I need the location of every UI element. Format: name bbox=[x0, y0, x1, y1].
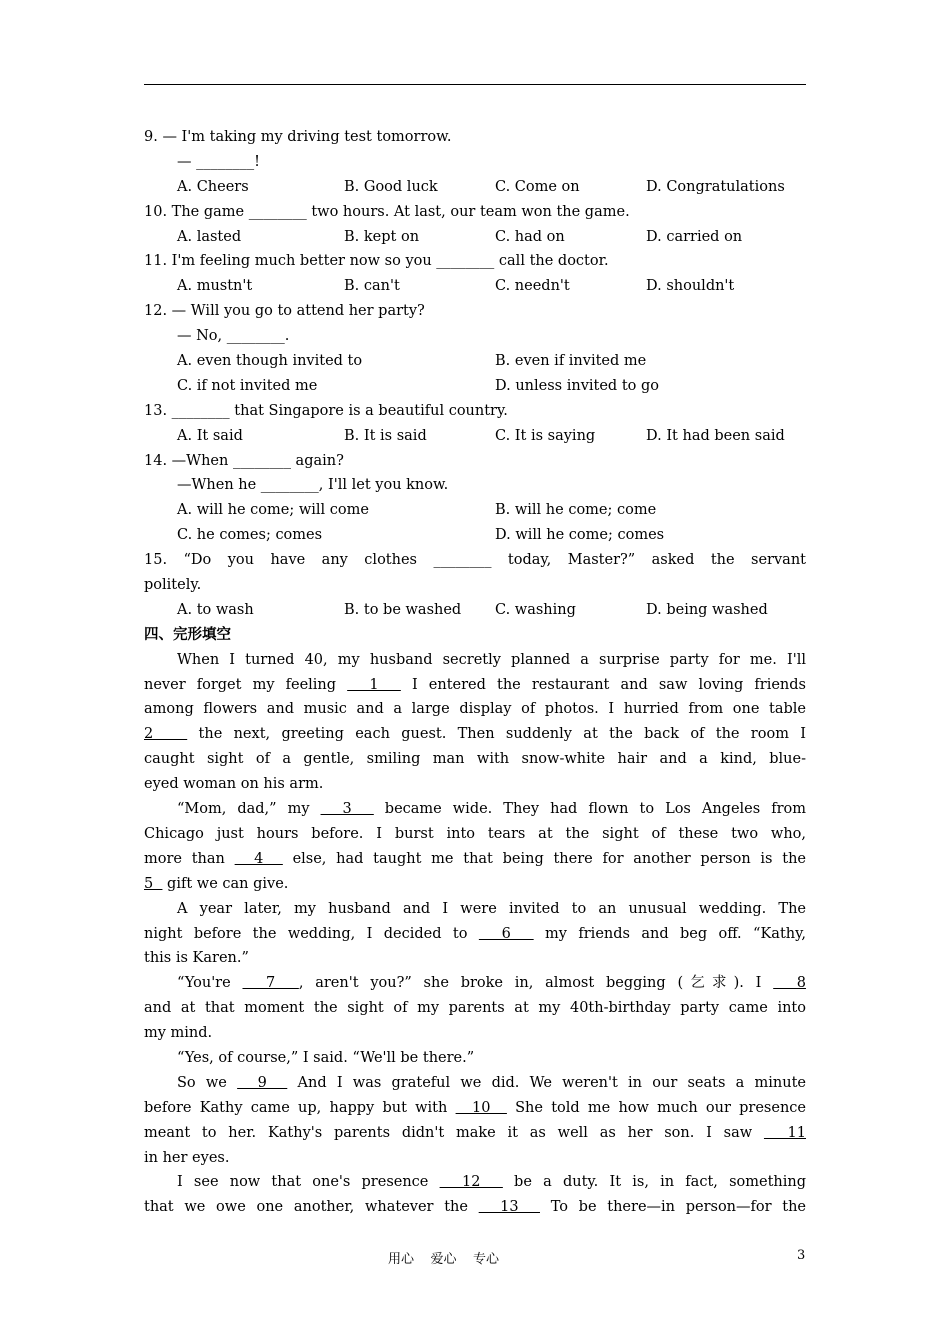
option-c: C. had on bbox=[495, 228, 565, 245]
page-number: 3 bbox=[797, 1248, 806, 1263]
option-a: A. It said bbox=[177, 427, 243, 444]
text: , aren't you?” she broke in, almost begging (乞求). I bbox=[298, 975, 774, 992]
question-12-stem: 12. — Will you go to attend her party? bbox=[144, 303, 425, 320]
option-b: B. It is said bbox=[344, 427, 427, 444]
question-12-reply: — No, ________. bbox=[177, 328, 290, 345]
passage-line: caught sight of a gentle, smiling man with snow-white hair and a kind, blue- bbox=[144, 751, 806, 768]
passage-line: my mind. bbox=[144, 1025, 213, 1042]
option-c: C. he comes; comes bbox=[177, 527, 323, 544]
question-13-stem: 13. ________ that Singapore is a beautiful country. bbox=[144, 402, 508, 419]
passage-line bbox=[144, 971, 806, 996]
header-rule bbox=[144, 84, 806, 85]
question-15-options bbox=[144, 598, 806, 623]
text: “You're bbox=[177, 975, 243, 992]
option-d: D. will he come; comes bbox=[495, 527, 665, 544]
passage-line: among flowers and music and a large display of photos. I hurried from one table bbox=[144, 701, 806, 718]
blank-8: 8 bbox=[773, 975, 806, 992]
option-a: A. even though invited to bbox=[177, 353, 363, 370]
passage-line bbox=[144, 1170, 806, 1195]
passage-line bbox=[144, 1195, 806, 1220]
passage-line bbox=[144, 722, 806, 747]
text: She told me how much our presence bbox=[506, 1099, 806, 1116]
blank-3: 3 bbox=[320, 801, 374, 818]
section-heading: 四、完形填空 bbox=[144, 626, 231, 643]
question-9-options bbox=[144, 175, 806, 200]
option-a: A. lasted bbox=[177, 228, 242, 245]
text: I see now that one's presence bbox=[177, 1174, 440, 1191]
option-c: C. It is saying bbox=[495, 427, 596, 444]
text: be a duty. It is, in fact, something bbox=[502, 1174, 807, 1191]
question-14-reply: —When he ________, I'll let you know. bbox=[177, 477, 449, 494]
blank-13: 13 bbox=[478, 1199, 540, 1216]
question-11-options bbox=[144, 274, 806, 299]
question-14-options-row2 bbox=[144, 523, 806, 548]
text: became wide. They had flown to Los Angeles from bbox=[373, 801, 806, 818]
passage-line bbox=[144, 922, 806, 947]
footer-motto: 用心 爱心 专心 bbox=[388, 1252, 500, 1267]
option-c: C. Come on bbox=[495, 178, 580, 195]
text: To be there—in person—for the bbox=[539, 1199, 807, 1216]
blank-10: 10 bbox=[455, 1099, 507, 1116]
option-b: B. even if invited me bbox=[495, 353, 647, 370]
question-14-options-row1 bbox=[144, 498, 806, 523]
blank-5: 5 bbox=[144, 875, 163, 892]
question-12-options-row2 bbox=[144, 374, 806, 399]
option-d: D. unless invited to go bbox=[495, 377, 659, 394]
option-b: B. to be washed bbox=[344, 601, 462, 618]
text: never forget my feeling bbox=[144, 676, 348, 693]
question-15-stem-line2: politely. bbox=[144, 577, 202, 594]
blank-2: 2 bbox=[144, 726, 188, 743]
question-10-options bbox=[144, 225, 806, 250]
question-11-stem: 11. I'm feeling much better now so you ________ call the doctor. bbox=[144, 253, 609, 270]
passage-line bbox=[144, 673, 806, 698]
passage-line: this is Karen.” bbox=[144, 950, 249, 967]
text: I entered the restaurant and saw loving friends bbox=[400, 676, 806, 693]
passage-line bbox=[144, 1071, 806, 1096]
blank-11: 11 bbox=[763, 1124, 806, 1141]
option-a: A. Cheers bbox=[177, 178, 249, 195]
text: else, had taught me that being there for another person is the bbox=[282, 850, 806, 867]
option-d: D. shouldn't bbox=[646, 278, 735, 295]
passage-line: When I turned 40, my husband secretly planned a surprise party for me. I'll bbox=[177, 651, 806, 668]
option-b: B. can't bbox=[344, 278, 400, 295]
text: So we bbox=[177, 1074, 238, 1091]
passage-line bbox=[144, 1121, 806, 1146]
option-b: B. Good luck bbox=[344, 178, 438, 195]
option-d: D. Congratulations bbox=[646, 178, 785, 195]
text: And I was grateful we did. We weren't in our seats a minute bbox=[287, 1074, 806, 1091]
text: gift we can give. bbox=[162, 875, 289, 892]
text: meant to her. Kathy's parents didn't make it as well as her son. I saw bbox=[144, 1124, 764, 1141]
passage-line bbox=[144, 872, 806, 897]
blank-6: 6 bbox=[478, 925, 534, 942]
option-c: C. washing bbox=[495, 601, 576, 618]
option-b: B. kept on bbox=[344, 228, 420, 245]
option-c: C. needn't bbox=[495, 278, 570, 295]
question-12-options-row1 bbox=[144, 349, 806, 374]
passage-line: eyed woman on his arm. bbox=[144, 776, 324, 793]
question-10-stem: 10. The game ________ two hours. At last, our team won the game. bbox=[144, 203, 630, 220]
text: my friends and beg off. “Kathy, bbox=[533, 925, 806, 942]
passage-line: “Yes, of course,” I said. “We'll be there.” bbox=[177, 1049, 475, 1066]
option-b: B. will he come; come bbox=[495, 502, 657, 519]
document-page bbox=[144, 125, 806, 1220]
question-15-stem-line1: 15. “Do you have any clothes ________ today, Master?” asked the servant bbox=[144, 552, 806, 569]
text: night before the wedding, I decided to bbox=[144, 925, 479, 942]
question-9-reply: — ________! bbox=[177, 153, 260, 170]
question-9-stem: 9. — I'm taking my driving test tomorrow. bbox=[144, 129, 452, 145]
text: the next, greeting each guest. Then suddenly at the back of the room I bbox=[187, 726, 806, 743]
option-c: C. if not invited me bbox=[177, 377, 318, 394]
text: before Kathy came up, happy but with bbox=[144, 1099, 456, 1116]
question-14-stem: 14. —When ________ again? bbox=[144, 452, 344, 469]
blank-4: 4 bbox=[234, 850, 283, 867]
text: more than bbox=[144, 850, 235, 867]
blank-7: 7 bbox=[242, 975, 299, 992]
blank-9: 9 bbox=[237, 1074, 288, 1091]
blank-12: 12 bbox=[439, 1174, 503, 1191]
question-13-options bbox=[144, 424, 806, 449]
option-a: A. will he come; will come bbox=[177, 502, 369, 519]
option-d: D. being washed bbox=[646, 601, 768, 618]
passage-line bbox=[144, 847, 806, 872]
passage-line: in her eyes. bbox=[144, 1149, 230, 1166]
blank-1: 1 bbox=[347, 676, 401, 693]
option-a: A. mustn't bbox=[177, 278, 253, 295]
passage-line: and at that moment the sight of my parents at my 40th-birthday party came into bbox=[144, 1000, 806, 1017]
passage-line: Chicago just hours before. I burst into tears at the sight of these two who, bbox=[144, 825, 806, 842]
passage-line: A year later, my husband and I were invited to an unusual wedding. The bbox=[177, 900, 806, 917]
text: “Mom, dad,” my bbox=[177, 801, 321, 818]
passage-line bbox=[144, 1096, 806, 1121]
option-a: A. to wash bbox=[177, 601, 254, 618]
option-d: D. carried on bbox=[646, 228, 743, 245]
passage-line bbox=[144, 797, 806, 822]
text: that we owe one another, whatever the bbox=[144, 1199, 479, 1216]
option-d: D. It had been said bbox=[646, 427, 785, 444]
